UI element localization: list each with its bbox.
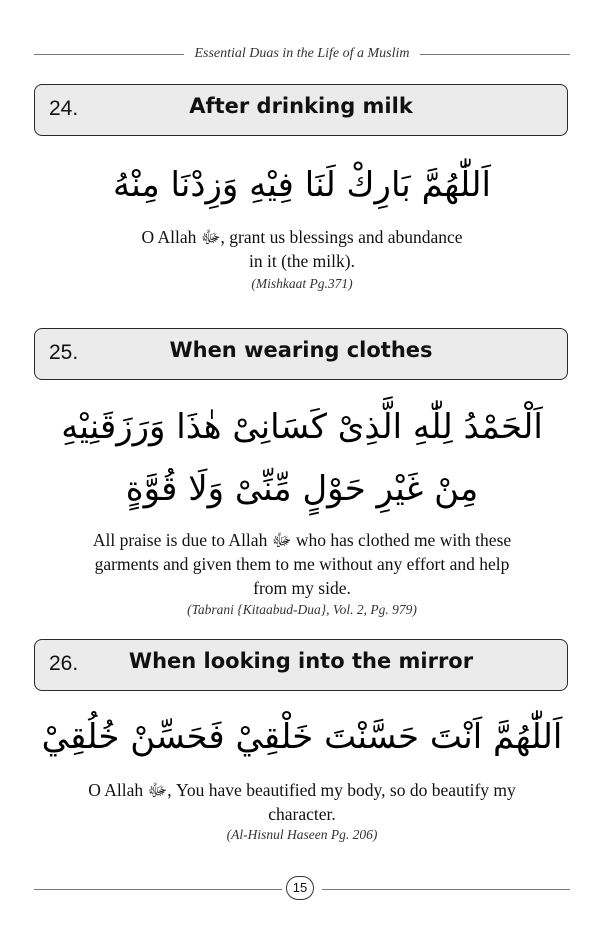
running-header [34, 44, 570, 64]
dua-26-heading-box [34, 639, 568, 691]
dua-number: 26. [49, 652, 79, 675]
dua-24-reference: (Mishkaat Pg.371) [251, 276, 353, 291]
dua-24-translation [40, 225, 564, 273]
dua-number: 24. [49, 97, 79, 120]
translation-line: All praise is due to Allah ﷻ who has clothed me with these [92, 530, 512, 550]
dua-title: When looking into the mirror [128, 649, 474, 673]
dua-24-arabic: اَللّٰهُمَّ بَارِكْ لَنَا فِيْهِ وَزِدْنَا مِنْهُ [113, 165, 491, 205]
dua-title: After drinking milk [189, 94, 413, 118]
translation-line: garments and given them to me without any effort and help [94, 554, 510, 574]
header-rule-right [420, 54, 570, 55]
dua-26-arabic: اَللّٰهُمَّ اَنْتَ حَسَّنْتَ خَلْقِيْ فَحَسِّنْ خُلُقِيْ [41, 717, 563, 757]
dua-number: 25. [49, 341, 79, 364]
dua-26-translation [40, 778, 564, 826]
translation-line: O Allah ﷻ, grant us blessings and abundance [141, 227, 463, 247]
dua-title: When wearing clothes [169, 338, 433, 362]
dua-24-heading-box [34, 84, 568, 136]
footer-rule-left [34, 889, 282, 890]
dua-25-arabic-line-2: مِنْ غَيْرِ حَوْلٍ مِّنِّىْ وَلَا قُوَّةٍ [125, 469, 479, 509]
translation-line: character. [268, 804, 336, 824]
dua-25-arabic-line-1: اَلْحَمْدُ لِلّٰهِ الَّذِىْ كَسَانِىْ هٰذَا وَرَزَقَنِيْهِ [61, 407, 543, 447]
page-footer [34, 876, 570, 902]
translation-line: O Allah ﷻ, You have beautified my body, so do beautify my [88, 780, 516, 800]
dua-25-reference: (Tabrani {Kitaabud-Dua}, Vol. 2, Pg. 979) [187, 602, 417, 617]
translation-line: in it (the milk). [249, 251, 355, 271]
dua-25-translation [40, 528, 564, 600]
dua-25-heading-box [34, 328, 568, 380]
footer-rule-right [322, 889, 570, 890]
page-number: 15 [286, 876, 314, 900]
translation-line: from my side. [253, 578, 351, 598]
dua-26-reference: (Al-Hisnul Haseen Pg. 206) [226, 827, 378, 842]
running-header-title: Essential Duas in the Life of a Muslim [194, 46, 410, 61]
